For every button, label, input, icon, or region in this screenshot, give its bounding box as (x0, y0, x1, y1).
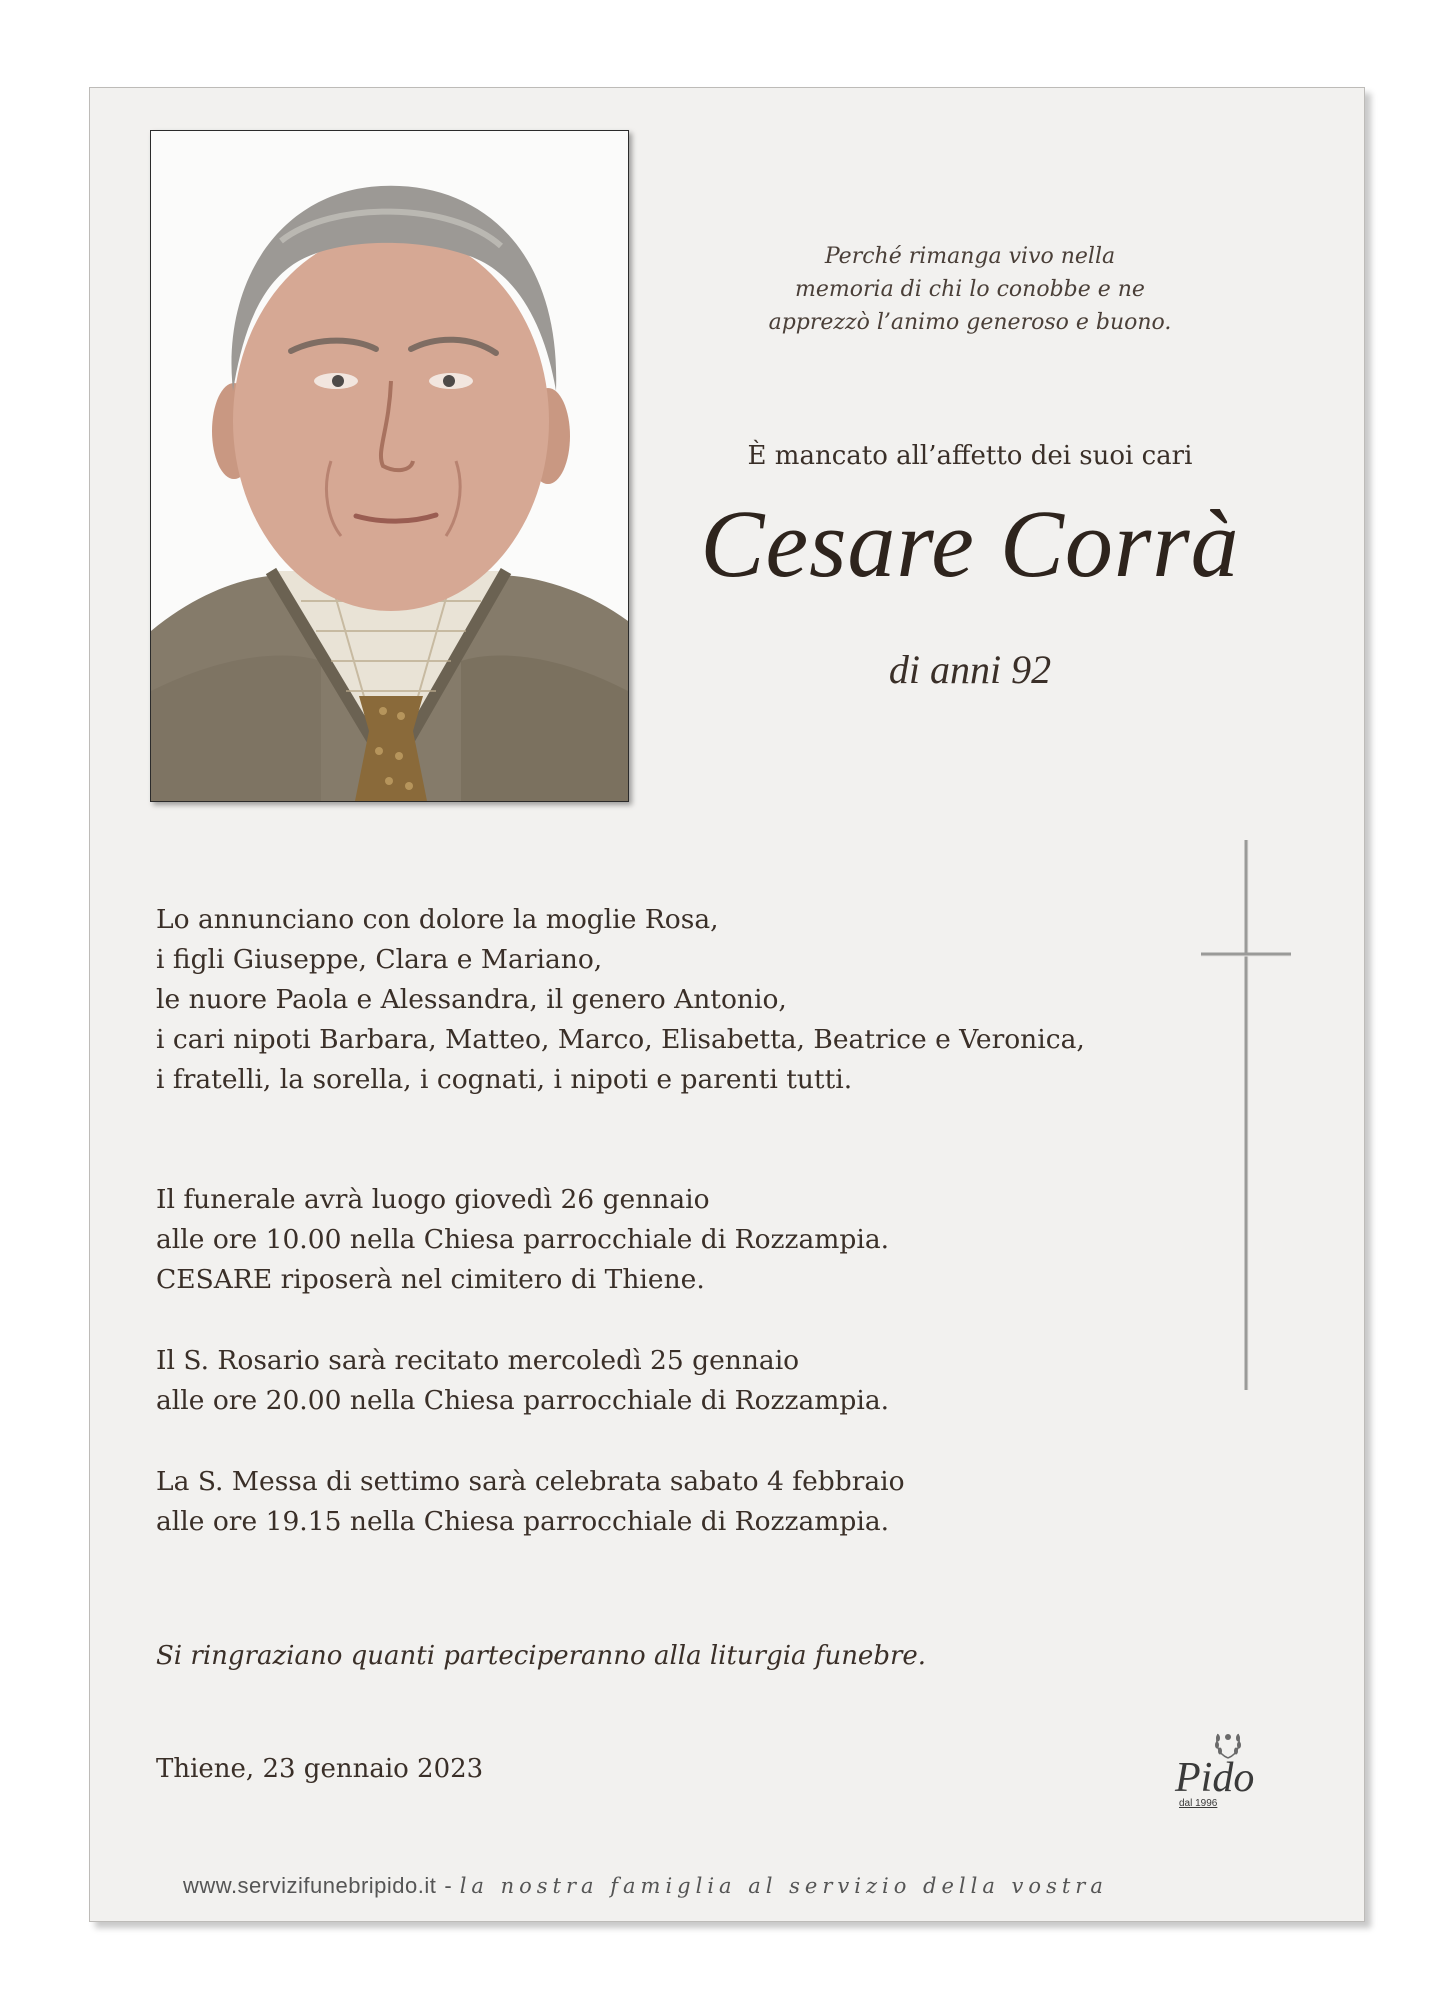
deceased-age: di anni 92 (888, 647, 1052, 692)
logo-since: dal 1996 (1179, 1798, 1218, 1809)
cross-icon (1201, 840, 1291, 1390)
quote-line: apprezzò l’animo generoso e buono. (768, 310, 1172, 335)
portrait-photo (150, 130, 629, 802)
funeral-home-logo (1175, 1728, 1295, 1809)
mass-paragraph (156, 1462, 905, 1542)
footer (183, 1873, 1108, 1899)
funeral-paragraph (156, 1180, 889, 1300)
funeral-line: Il funerale avrà luogo giovedì 26 gennaio (156, 1184, 710, 1215)
rosary-line: Il S. Rosario sarà recitato mercoledì 25 gennaio (156, 1345, 800, 1376)
footer-tagline: la nostra famiglia al servizio della vostra (459, 1874, 1108, 1898)
obituary-card (89, 87, 1365, 1922)
portrait-image (151, 131, 628, 801)
memorial-quote (720, 240, 1220, 339)
thanks-note: Si ringraziano quanti parteciperanno alla liturgia funebre. (156, 1641, 927, 1671)
family-paragraph (156, 900, 1085, 1100)
quote-line: Perché rimanga vivo nella (824, 244, 1116, 269)
logo-name: Pido (1175, 1755, 1255, 1801)
funeral-line: CESARE riposerà nel cimitero di Thiene. (156, 1264, 705, 1295)
family-line: le nuore Paola e Alessandra, il genero Antonio, (156, 984, 787, 1015)
rosary-paragraph (156, 1341, 889, 1421)
deceased-name: Cesare Corrà (700, 490, 1240, 597)
place-date: Thiene, 23 gennaio 2023 (156, 1754, 484, 1784)
quote-line: memoria di chi lo conobbe e ne (795, 277, 1145, 302)
family-line: i figli Giuseppe, Clara e Mariano, (156, 944, 603, 975)
announcement-intro: È mancato all’affetto dei suoi cari (747, 441, 1193, 471)
family-line: i cari nipoti Barbara, Matteo, Marco, Elisabetta, Beatrice e Veronica, (156, 1024, 1085, 1055)
website-link[interactable]: www.servizifunebripido.it (183, 1873, 437, 1898)
rosary-line: alle ore 20.00 nella Chiesa parrocchiale di Rozzampia. (156, 1385, 890, 1416)
family-line: Lo annunciano con dolore la moglie Rosa, (156, 904, 719, 935)
mass-line: La S. Messa di settimo sarà celebrata sabato 4 febbraio (156, 1466, 905, 1497)
footer-separator: - (444, 1873, 452, 1898)
family-line: i fratelli, la sorella, i cognati, i nipoti e parenti tutti. (156, 1064, 853, 1095)
mass-line: alle ore 19.15 nella Chiesa parrocchiale di Rozzampia. (156, 1506, 890, 1537)
funeral-line: alle ore 10.00 nella Chiesa parrocchiale di Rozzampia. (156, 1224, 890, 1255)
